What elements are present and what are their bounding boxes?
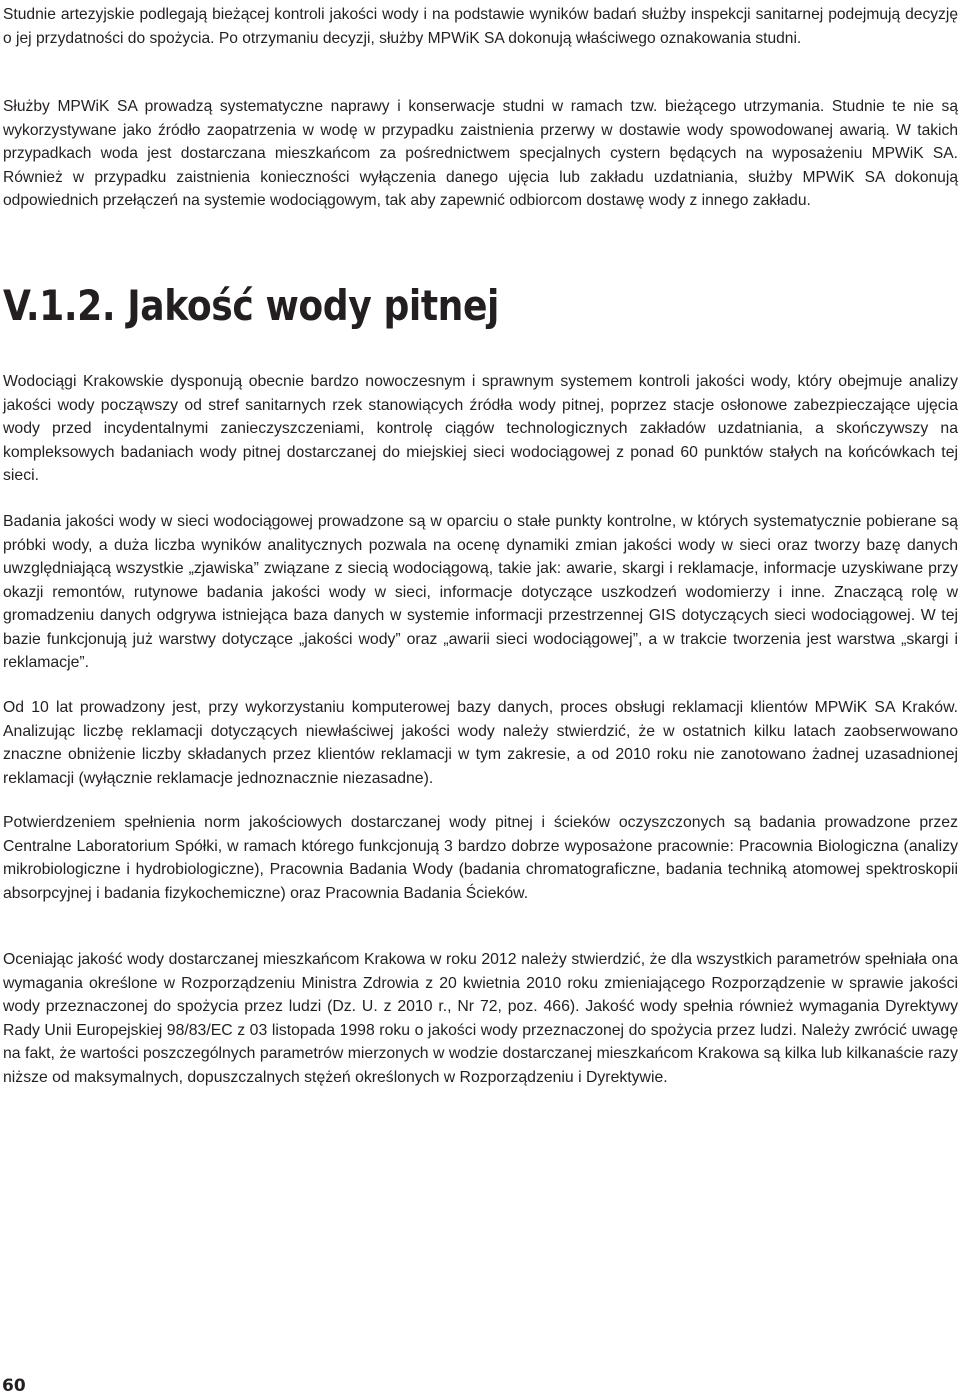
paragraph-quality-control-system: Wodociągi Krakowskie dysponują obecnie bardzo nowoczesnym i sprawnym systemem kontroli jakości wody, który obejmuje analizy jakości wody począwszy od stref sanitarnych rzek stanowiących źródła wody pitnej, poprzez stacje osłonowe zabezpieczające ujęcia wody przed incydentalnymi zanieczyszczeniami, kontrolę ciągów technologicznych zakładów uzdatniania, a skończywszy na kompleksowych badaniach wody pitnej dostarczanej do miejskiej sieci wodociągowej z ponad 60 punktów stałych na końcówkach tej sieci.	[3, 373, 958, 484]
paragraph-laboratory: Potwierdzeniem spełnienia norm jakościowych dostarczanej wody pitnej i ścieków oczyszczonych są badania prowadzone przez Centralne Laboratorium Spółki, w ramach którego funkcjonują 3 bardzo dobrze wyposażone pracownie: Pracownia Biologiczna (analizy mikrobiologiczne i hydrobiologiczne), Pracownia Badania Wody (badania chromatograficzne, badania techniką atomowej spektroskopii absorpcyjnej i badania fizykochemiczne) oraz Pracownia Badania Ścieków.	[3, 814, 958, 902]
page-number: 60	[2, 1376, 26, 1396]
paragraph-complaints: Od 10 lat prowadzony jest, przy wykorzystaniu komputerowej bazy danych, proces obsługi reklamacji klientów MPWiK SA Kraków. Analizując liczbę reklamacji dotyczących niewłaściwej jakości wody należy stwierdzić, że w ostatnich kilku latach zaobserwowano znaczne obniżenie liczby składanych przez klientów reklamacji w tym zakresie, a od 2010 roku nie zanotowano żadnej uzasadnionej reklamacji (wyłącznie reklamacje jednoznacznie niezasadne).	[3, 699, 958, 787]
paragraph-network-testing: Badania jakości wody w sieci wodociągowej prowadzone są w oparciu o stałe punkty kontrolne, w których systematycznie pobierane są próbki wody, a duża liczba wyników analitycznych pozwala na ocenę dynamiki zmian jakości wody w sieci oraz tworzy bazę danych uwzględniającą wszystkie „zjawiska” związane z siecią wodociągową, takie jak: awarie, skargi i reklamacje, informacje uzyskiwane przy okazji remontów, rutynowe badania jakości wody w sieci, informacje dotyczące uszkodzeń wodomierzy i inne. Znaczącą rolę w gromadzeniu danych odgrywa istniejąca baza danych w systemie informacji przestrzennej GIS dotyczących sieci wodociągowej. W tej bazie funkcjonują już warstwy dotyczące „jakości wody” oraz „awarii sieci wodociągowej”, a w trakcie tworzenia jest warstwa „skargi i reklamacje”.	[3, 513, 958, 671]
paragraph-well-maintenance: Służby MPWiK SA prowadzą systematyczne naprawy i konserwacje studni w ramach tzw. bieżącego utrzymania. Studnie te nie są wykorzystywane jako źródło zaopatrzenia w wodę w przypadku zaistnienia przerwy w dostawie wody spowodowanej awarią. W takich przypadkach woda jest dostarczana mieszkańcom za pośrednictwem specjalnych cystern będących na wyposażeniu MPWiK SA. Również w przypadku zaistnienia konieczności wyłączenia danego ujęcia lub zakładu uzdatniania, służby MPWiK SA dokonują odpowiednich przełączeń na systemie wodociągowym, tak aby zapewnić odbiorcom dostawę wody z innego zakładu.	[3, 98, 958, 209]
paragraph-quality-assessment: Oceniając jakość wody dostarczanej mieszkańcom Krakowa w roku 2012 należy stwierdzić, że dla wszystkich parametrów spełniała ona wymagania określone w Rozporządzeniu Ministra Zdrowia z 20 kwietnia 2010 roku zmieniającego Rozporządzenie w sprawie jakości wody przeznaczonej do spożycia przez ludzi (Dz. U. z 2010 r., Nr 72, poz. 466). Jakość wody spełnia również wymagania Dyrektywy Rady Unii Europejskiej 98/83/EC z 03 listopada 1998 roku o jakości wody przeznaczonej do spożycia przez ludzi. Należy zwrócić uwagę na fakt, że wartości poszczególnych parametrów mierzonych w wodzie dostarczanej mieszkańcom Krakowa są kilka lub kilkanaście razy niższe od maksymalnych, dopuszczalnych stężeń określonych w Rozporządzeniu i Dyrektywie.	[3, 951, 958, 1086]
section-heading: V.1.2. Jakość wody pitnej	[3, 281, 499, 330]
paragraph-artesian-wells: Studnie artezyjskie podlegają bieżącej kontroli jakości wody i na podstawie wyników badań służby inspekcji sanitarnej podejmują decyzję o jej przydatności do spożycia. Po otrzymaniu decyzji, służby MPWiK SA dokonują właściwego oznakowania studni.	[3, 6, 958, 47]
